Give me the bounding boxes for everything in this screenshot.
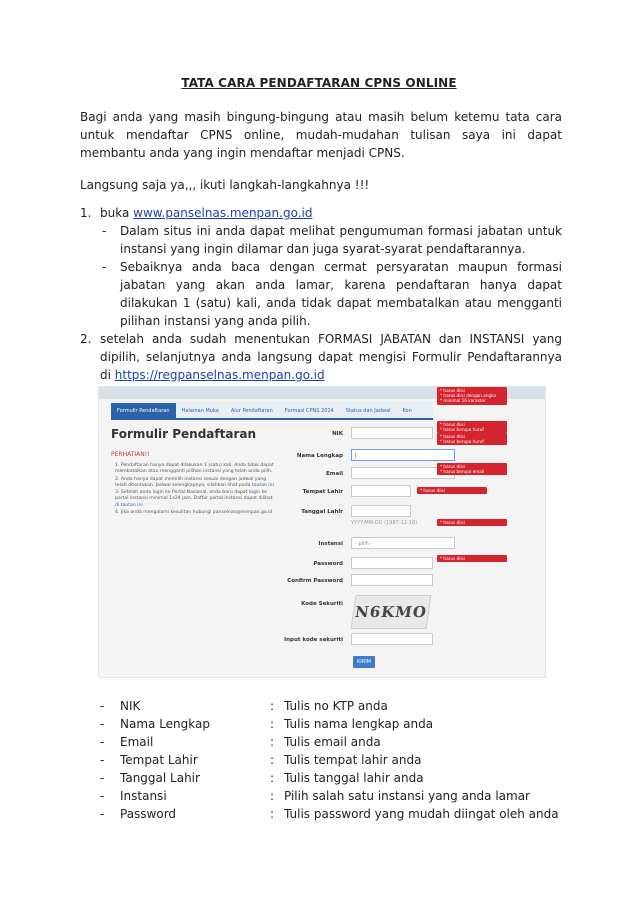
error-nik: * harus diisi * harus diisi dengan angka * minimal 16 karakter <box>437 387 507 405</box>
nama-input[interactable]: | <box>351 449 455 461</box>
attention-heading: PERHATIAN!! <box>111 451 150 458</box>
error-password: * harus diisi <box>437 555 507 562</box>
field-desc: Pilih salah satu instansi yang anda lamar <box>284 789 530 803</box>
field-desc: Tulis password yang mudah diingat oleh anda <box>284 807 559 821</box>
label-confirm: Confirm Password <box>287 578 343 584</box>
tanggal-input[interactable] <box>351 505 411 517</box>
colon: : <box>270 753 275 767</box>
intro-paragraph: Bagi anda yang masih bingung-bingung atau masih belum ketemu tata cara untuk mendaftar CPNS online, mudah-mudahan tulisan saya ini dapat membantu anda yang ingin mendaftar menjadi CPNS. <box>80 110 562 160</box>
label-nik: NIK <box>332 431 343 437</box>
label-tempat: Tempat Lahir <box>302 489 343 495</box>
dash-bullet: - <box>100 771 105 785</box>
step-2 <box>80 330 562 384</box>
field-desc: Tulis nama lengkap anda <box>284 717 434 731</box>
dash-bullet: - <box>100 807 105 821</box>
field-desc: Tulis tempat lahir anda <box>284 753 422 767</box>
step-number: 2. <box>80 332 92 346</box>
sub-item <box>100 258 562 330</box>
label-input-kode: Input kode sekuriti <box>284 637 343 643</box>
label-nama: Nama Lengkap <box>296 453 343 459</box>
field-desc: Tulis email anda <box>284 735 381 749</box>
field-name: Tanggal Lahir <box>120 771 200 785</box>
note-item: 1. Pendaftaran hanya dapat dilakukan 1 (satu) kali. Anda tidak dapat membatalkan atau mengganti pilihan instansi yang telah anda pilih. <box>115 463 274 475</box>
colon: : <box>270 771 275 785</box>
field-description-list <box>80 697 562 823</box>
form-screenshot <box>98 386 546 678</box>
attention-notes <box>115 463 275 517</box>
label-kode: Kode Sekuriti <box>301 601 343 607</box>
dash-bullet: - <box>102 260 107 274</box>
nav-tab-status[interactable]: Status dan Jadwal <box>345 408 391 414</box>
colon: : <box>270 735 275 749</box>
note-item: 4. Jika anda mengalami kesulitan hubungi panselnas@menpan.go.id <box>115 510 273 516</box>
panselnas-link[interactable]: www.panselnas.menpan.go.id <box>133 206 313 220</box>
dash-bullet: - <box>100 717 105 731</box>
colon: : <box>270 699 275 713</box>
nav-tab-alur[interactable]: Alur Pendaftaran <box>230 408 273 414</box>
dash-bullet: - <box>100 735 105 749</box>
kirim-button[interactable]: KIRIM <box>353 656 375 668</box>
field-row <box>80 751 562 769</box>
label-instansi: Instansi <box>318 541 343 547</box>
captcha-input[interactable] <box>351 633 433 645</box>
note-link[interactable]: tautan ini <box>251 482 274 488</box>
field-desc: Tulis tanggal lahir anda <box>284 771 424 785</box>
label-tanggal: Tanggal Lahir <box>301 509 343 515</box>
error-tempat: * harus diisi <box>417 487 487 494</box>
field-row <box>80 733 562 751</box>
step-1 <box>80 204 562 330</box>
note-item <box>115 477 275 490</box>
date-hint: YYYY-MM-DD (1987-12-16) <box>351 520 418 526</box>
colon: : <box>270 717 275 731</box>
site-nav <box>111 401 433 420</box>
note-text: 2. Anda hanya dapat memilih instansi sesuai dengan jadwal yang telah ditentukan. Jadwal selengkapnya, silahkan lihat pada <box>115 476 267 488</box>
nav-tab-formulir[interactable]: Formulir Pendaftaran <box>111 403 176 420</box>
password-input[interactable] <box>351 557 433 569</box>
error-nama: * harus diisi * harus berupa huruf <box>437 421 507 433</box>
sub-item-text: Dalam situs ini anda dapat melihat pengumuman formasi jabatan untuk instansi yang ingin dilamar dan juga syarat-syarat pendaftarannya. <box>120 224 562 256</box>
sub-item <box>100 222 562 258</box>
field-row <box>80 787 562 805</box>
instansi-select[interactable]: - pilih - <box>351 537 455 549</box>
step-text: buka <box>100 206 130 220</box>
note-link[interactable]: tautan ini <box>120 502 143 508</box>
step-1-sublist <box>100 222 562 330</box>
colon: : <box>270 807 275 821</box>
nav-tab-kontak[interactable]: Kon <box>402 408 412 414</box>
field-row <box>80 697 562 715</box>
field-name: Instansi <box>120 789 167 803</box>
field-name: NIK <box>120 699 141 713</box>
field-row <box>80 715 562 733</box>
regpanselnas-link[interactable]: https://regpanselnas.menpan.go.id <box>114 368 325 382</box>
dash-bullet: - <box>100 699 105 713</box>
error-tanggal: * harus diisi <box>437 519 507 526</box>
field-name: Tempat Lahir <box>120 753 198 767</box>
dash-bullet: - <box>100 789 105 803</box>
step-text: setelah anda sudah menentukan FORMASI JABATAN dan INSTANSI yang dipilih, selanjutnya anda langsung dapat mengisi Formulir Pendaftarannya di <box>100 332 562 382</box>
field-name: Nama Lengkap <box>120 717 210 731</box>
dash-bullet: - <box>100 753 105 767</box>
nik-input[interactable] <box>351 427 433 439</box>
form-title: Formulir Pendaftaran <box>111 427 257 441</box>
field-row <box>80 769 562 787</box>
captcha-image: N6KMO <box>351 595 432 629</box>
note-item <box>115 490 275 509</box>
confirm-password-input[interactable] <box>351 574 433 586</box>
error-email: * harus diisi * harus berupa email <box>437 463 507 475</box>
tempat-input[interactable] <box>351 485 411 497</box>
error-nama-2: * harus diisi * harus berupa huruf <box>437 433 507 445</box>
field-name: Password <box>120 807 177 821</box>
field-desc: Tulis no KTP anda <box>284 699 388 713</box>
dash-bullet: - <box>102 224 107 238</box>
nav-tab-formasi[interactable]: Formasi CPNS 2014 <box>284 408 334 414</box>
label-email: Email <box>326 471 343 477</box>
lead-paragraph: Langsung saja ya,,, ikuti langkah-langkahnya !!! <box>80 178 370 192</box>
colon: : <box>270 789 275 803</box>
sub-item-text: Sebaiknya anda baca dengan cermat persyaratan maupun formasi jabatan yang akan anda lamar, karena pendaftaran hanya dapat dilakukan 1 (satu) kali, anda tidak dapat membatalkan atau mengganti pilihan instansi yang anda pilih. <box>120 260 562 328</box>
nav-tab-halaman[interactable]: Halaman Muka <box>181 408 219 414</box>
label-password: Password <box>313 561 343 567</box>
steps-list <box>80 204 562 384</box>
field-name: Email <box>120 735 154 749</box>
field-row <box>80 805 562 823</box>
step-number: 1. <box>80 206 92 220</box>
page-title: TATA CARA PENDAFTARAN CPNS ONLINE <box>181 76 457 90</box>
note-text: 3. Setelah anda login ke Portal Nasional, anda baru dapat login ke portal instansi minimal 1x24 jam. Daftar portal instansi dapat dilihat di <box>115 490 273 508</box>
